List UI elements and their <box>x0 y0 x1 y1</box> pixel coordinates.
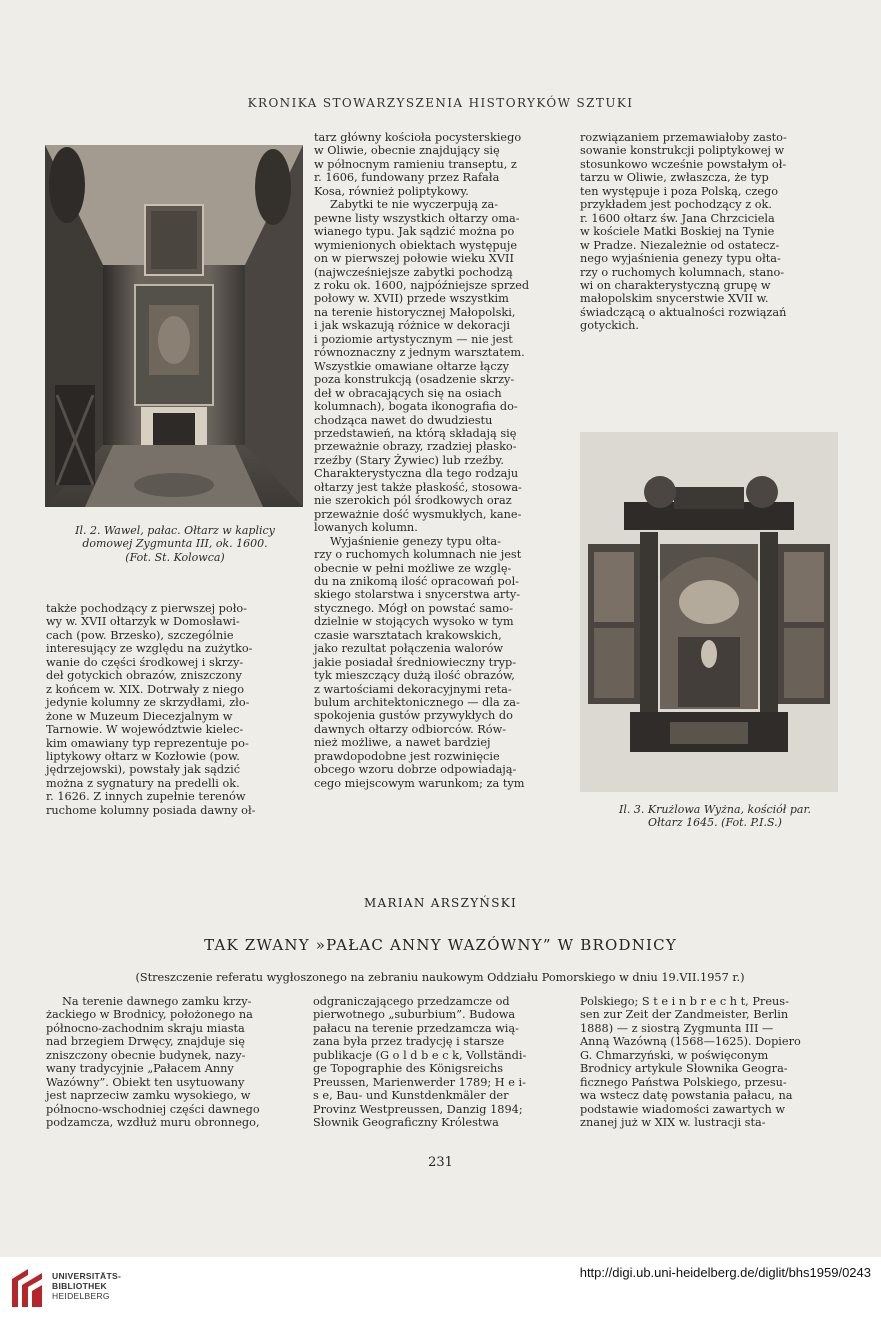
figure-3-photo <box>580 432 838 792</box>
chapel-altar-image <box>45 145 303 507</box>
article-column-3 <box>580 995 838 1130</box>
article-author: MARIAN ARSZYŃSKI <box>363 896 518 910</box>
university-library-logo-icon[interactable] <box>8 1267 46 1313</box>
column-right <box>580 131 838 333</box>
article-column-2 <box>313 995 571 1130</box>
logo-line-3: HEIDELBERG <box>52 1291 110 1301</box>
article-column-3-text: Polskiego; S t e i n b r e c h t, Preus- sen zur Zeit der Zandmeister, Berlin 1888) — z siostrą Zygmunta III — Anną Wazówną (1568—1625). Dopiero G. Chmarzyński, w poświęconym Brodnicy artykule Słownika Geogra- ficznego Państwa Polskiego, przesu- wa wstecz datę powstania pałacu, na podstawie wiadomości zawartych w znanej już w XIX w. lustracji sta- <box>580 995 801 1130</box>
library-footer <box>0 1257 881 1319</box>
article-title: TAK ZWANY »PAŁAC ANNY WAZÓWNY” W BRODNICY <box>204 936 677 954</box>
column-middle-paragraph-1: tarz główny kościoła pocysterskiego w Oliwie, obecnie znajdujący się w północnym ramieniu transeptu, z r. 1606, fundowany przez Rafała Kosa, również poliptykowy. <box>314 131 522 198</box>
article-abstract-note: (Streszczenie referatu wygłoszonego na zebraniu naukowym Oddziału Pomorskiego w dniu 19.VII.1957 r.) <box>135 971 745 984</box>
figure-3-caption: Il. 3. Krużlowa Wyżna, kościół par. Ołtarz 1645. (Fot. P.I.S.) <box>619 803 811 830</box>
article-column-1 <box>46 995 304 1130</box>
column-middle-paragraph-3: Wyjaśnienie genezy typu ołta- rzy o ruchomych kolumnach nie jest obecnie w pełni możliwe ze wzglę- du na znikomą ilość opracowań pol- skiego stolarstwa i snycerstwa arty- stycznego. Mógł on powstać samo- dzielnie w stojących wysoko w tym czasie warsztatach krakowskich, jako rezultat połączenia walorów jakie posiadał średniowieczny tryp- tyk mieszczący dużą ilość obrazów, z wartościami dekoracyjnymi reta- bulum architektonicznego — dla za- spokojenia gustów przywykłych do dawnych ołtarzy odbiorców. Rów- nież możliwe, a nawet bardziej prawdopodobne jest rozwinięcie obcego wzoru dobrze odpowiadają- cego miejscowym warunkom; za tym <box>314 534 525 790</box>
running-head: KRONIKA STOWARZYSZENIA HISTORYKÓW SZTUKI <box>247 96 634 110</box>
column-right-text: rozwiązaniem przemawiałoby zasto- sowanie konstrukcji poliptykowej w stosunkowo wcześnie powstałym oł- tarzu w Oliwie, zwłaszcza, że typ ten występuje i poza Polską, czego przykładem jest pochodzący z ok. r. 1600 ołtarz św. Jana Chrzciciela w kościele Matki Boskiej na Tynie w Pradze. Niezależnie od ostatecz- nego wyjaśnienia genezy typu ołta- rzy o ruchomych kolumnach, stano- wi on charakterystyczną grupę w małopolskim snycerstwie XVII w. świadczącą o aktualności rozwiązań gotyckich. <box>580 131 787 333</box>
logo-line-1: UNIVERSITÄTS- <box>52 1271 122 1281</box>
page-number: 231 <box>428 1155 453 1170</box>
figure-2-photo <box>45 145 303 507</box>
column-left <box>46 602 304 817</box>
column-middle <box>314 131 570 790</box>
altar-kruzlowa-image <box>580 432 838 792</box>
figure-2-caption: Il. 2. Wawel, pałac. Ołtarz w kaplicy domowej Zygmunta III, ok. 1600. (Fot. St. Kolowca) <box>75 524 275 564</box>
permalink-url[interactable]: http://digi.ub.uni-heidelberg.de/diglit/bhs1959/0243 <box>579 1265 871 1280</box>
column-middle-paragraph-2: Zabytki te nie wyczerpują za- pewne listy wszystkich ołtarzy oma- wianego typu. Jak sądzić można po wymienionych obiektach występuje on w pierwszej połowie wieku XVII (najwcześniejsze zabytki pochodzą z roku ok. 1600, najpóźniejsze sprzed połowy w. XVII) przede wszystkim na terenie historycznej Małopolski, i jak wskazują różnice w dekoracji i poziomie artystycznym — nie jest równoznaczny z jednym warsztatem. Wszystkie omawiane ołtarze łączy poza konstrukcją (osadzenie skrzy- deł w obracających się na osiach kolumnach), bogata ikonografia do- chodząca nawet do dwudziestu przedstawień, na którą składają się przeważnie obrazy, rzadziej płasko- rzeźby (Stary Żywiec) lub rzeźby. Charakterystyczna dla tego rodzaju ołtarzy jest także płaskość, stosowa- nie szerokich pól środkowych oraz przeważnie dość wysmukłych, kane- lowanych kolumn. <box>314 198 530 535</box>
logo-line-2: BIBLIOTHEK <box>52 1281 107 1291</box>
article-column-2-text: odgraniczającego przedzamcze od pierwotnego „suburbium”. Budowa pałacu na terenie przedzamcza wią- zana była przez tradycję i starsze publikacje (G o l d b e c k, Vollständi- ge Topographie des Königsreichs Preussen, Marienwerder 1789; H e i- s e, Bau- und Kunstdenkmäler der Provinz Westpreussen, Danzig 1894; Słownik Geograficzny Królestwa <box>313 995 527 1130</box>
column-left-text: także pochodzący z pierwszej poło- wy w. XVII ołtarzyk w Domosławi- cach (pow. Brzesko), szczególnie interesujący ze względu na zużytko- wanie do części środkowej i skrzy- deł gotyckich obrazów, zniszczony z końcem w. XIX. Dotrwały z niego jedynie kolumny ze skrzydłami, zło- żone w Muzeum Diecezjalnym w Tarnowie. W województwie kielec- kim omawiany typ reprezentuje po- liptykowy ołtarz w Kozłowie (pow. jędrzejowski), powstały jak sądzić można z sygnatury na predelli ok. r. 1626. Z innych zupełnie terenów ruchome kolumny posiada dawny oł- <box>46 602 256 817</box>
university-library-name <box>52 1271 121 1301</box>
article-column-1-text: Na terenie dawnego zamku krzy- żackiego w Brodnicy, położonego na północno-zachodnim skraju miasta nad brzegiem Drwęcy, znajduje się zniszczony obecnie budynek, nazy- wany tradycyjnie „Pałacem Anny Wazówny”. Obiekt ten usytuowany jest naprzeciw zamku wysokiego, w północno-wschodniej części dawnego podzamcza, wzdłuż muru obronnego, <box>46 995 260 1130</box>
